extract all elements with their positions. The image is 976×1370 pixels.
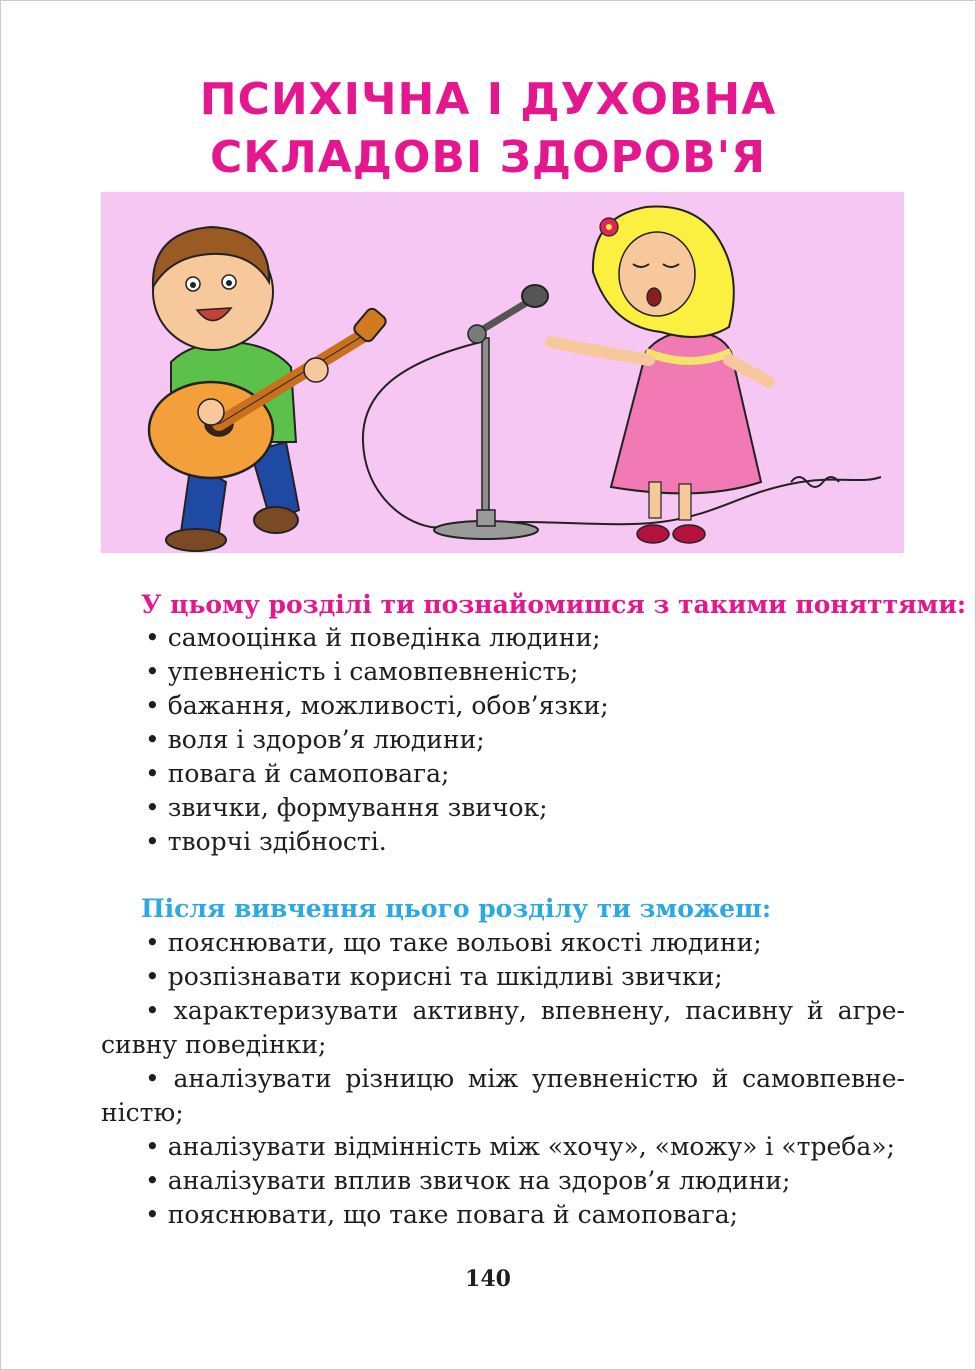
list-item-continuation: ністю; — [101, 1098, 184, 1127]
list-item: • самооцінка й поведінка людини; — [145, 623, 601, 652]
list-item: • аналізувати вплив звичок на здоров’я людини; — [145, 1166, 791, 1195]
illustration-musicians — [101, 192, 904, 553]
section1-heading: У цьому розділі ти познайомишся з такими поняттями: — [141, 590, 967, 619]
page-number: 140 — [465, 1266, 511, 1292]
list-item: • пояснювати, що таке вольові якості людини; — [145, 928, 762, 957]
list-item: • звички, формування звичок; — [145, 793, 548, 822]
list-item: • творчі здібності. — [145, 827, 387, 856]
list-item: • пояснювати, що таке повага й самоповага; — [145, 1200, 739, 1229]
list-item-continuation: сивну поведінки; — [101, 1030, 327, 1059]
list-item: • повага й самоповага; — [145, 759, 450, 788]
page-title-line-2: СКЛАДОВІ ЗДОРОВ'Я — [209, 132, 767, 183]
page-title-line-1: ПСИХІЧНА І ДУХОВНА — [199, 74, 777, 125]
list-item: • бажання, можливості, обов’язки; — [145, 691, 609, 720]
list-item: • аналізувати відмінність між «хочу», «можу» і «треба»; — [145, 1132, 895, 1161]
list-item: • характеризувати активну, впевнену, пасивну й агре- — [145, 996, 905, 1025]
list-item: • упевненість і самовпевненість; — [145, 657, 579, 686]
illustration-drawing — [101, 192, 904, 553]
list-item: • аналізувати різницю між упевненістю й самовпевне- — [145, 1064, 905, 1093]
section2-heading: Після вивчення цього розділу ти зможеш: — [141, 894, 772, 923]
list-item: • розпізнавати корисні та шкідливі звички; — [145, 962, 723, 991]
list-item: • воля і здоров’я людини; — [145, 725, 485, 754]
